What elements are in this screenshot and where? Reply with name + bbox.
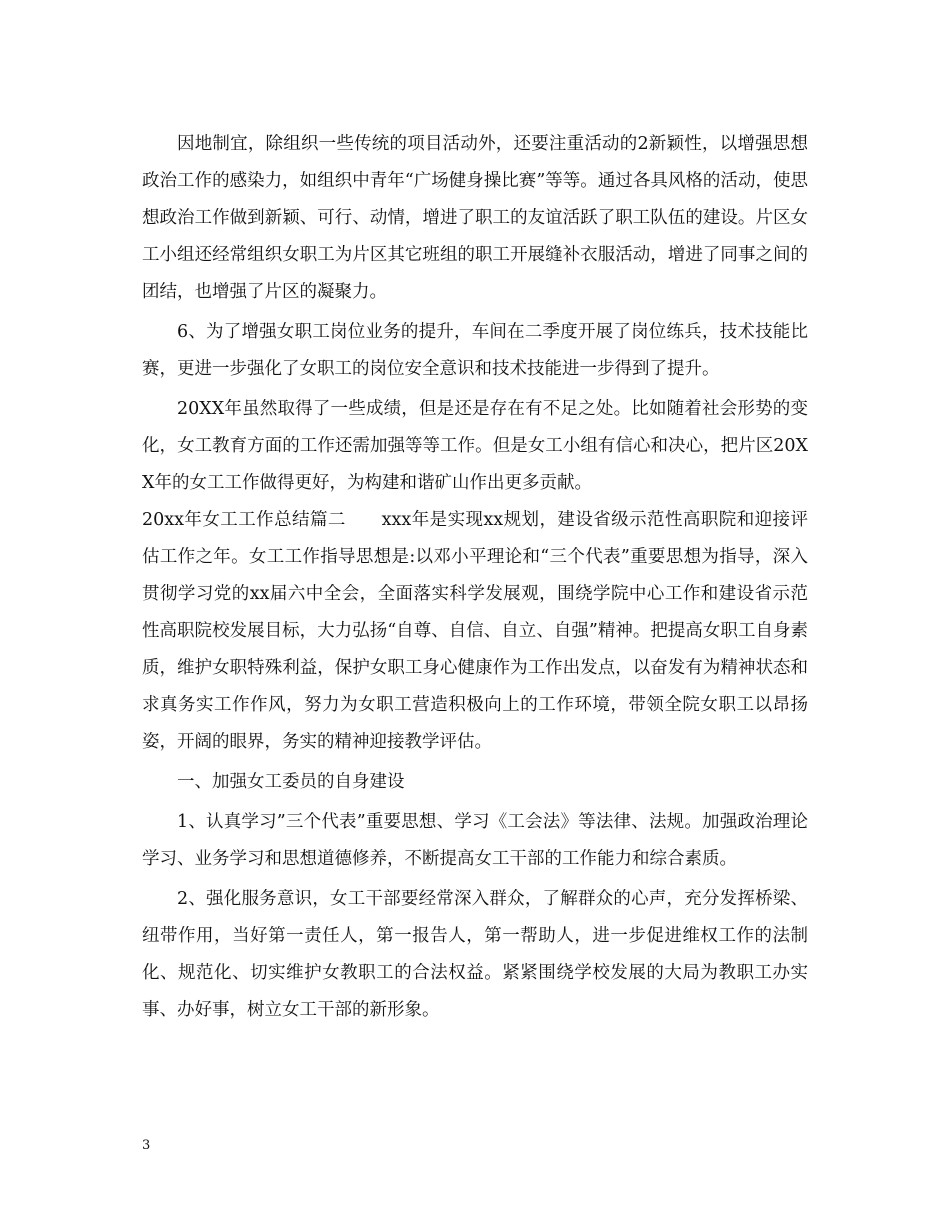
paragraph-item-2: 2、强化服务意识，女工干部要经常深入群众，了解群众的心声，充分发挥桥梁、纽带作用，当好第一责任人，第一报告人，第一帮助人，进一步促进维权工作的法制化、规范化、切实维护女教职工的合法权益。紧紧围绕学校发展的大局为教职工办实事、办好事，树立女工干部的新形象。: [142, 889, 808, 1020]
section-heading-one: 一、加强女工委员的自身建设: [177, 772, 405, 792]
paragraph-summary-part-two: 20xx年女工工作总结篇二 xxx年是实现xx规划，建设省级示范性高职院和迎接评估工作之年。女工工作指导思想是:以邓小平理论和“三个代表”重要思想为指导，深入贯彻学习党的xx届六中全会，全面落实科学发展观，围绕学院中心工作和建设省示范性高职院校发展目标，大力弘扬“自尊、自信、自立、自强”精神。把提高女职工自身素质，维护女职特殊利益，保护女职工身心健康作为工作出发点，以奋发有为精神状态和求真务实工作作风，努力为女职工营造积极向上的工作环境，带领全院女职工以昂扬姿，开阔的眼界，务实的精神迎接教学评估。: [142, 510, 808, 752]
document-body: [142, 126, 808, 1029]
paragraph-achievements: 20XX年虽然取得了一些成绩，但是还是存在有不足之处。比如随着社会形势的变化，女工教育方面的工作还需加强等等工作。但是女工小组有信心和决心，把片区20XX年的女工工作做得更好，为构建和谐矿山作出更多贡献。: [142, 399, 808, 493]
page-number: 3: [142, 1138, 151, 1153]
paragraph-activities: 因地制宜，除组织一些传统的项目活动外，还要注重活动的2新颖性，以增强思想政治工作的感染力，如组织中青年“广场健身操比赛”等等。通过各具风格的活动，使思想政治工作做到新颖、可行、动情，增进了职工的友谊活跃了职工队伍的建设。片区女工小组还经常组织女职工为片区其它班组的职工开展缝补衣服活动，增进了同事之间的团结，也增强了片区的凝聚力。: [142, 134, 808, 302]
paragraph-item-1: 1、认真学习”三个代表”重要思想、学习《工会法》等法律、法规。加强政治理论学习、业务学习和思想道德修养，不断提高女工干部的工作能力和综合素质。: [142, 812, 808, 869]
paragraph-item-6: 6、为了增强女职工岗位业务的提升，车间在二季度开展了岗位练兵，技术技能比赛，更进一步强化了女职工的岗位安全意识和技术技能进一步得到了提升。: [142, 322, 808, 379]
